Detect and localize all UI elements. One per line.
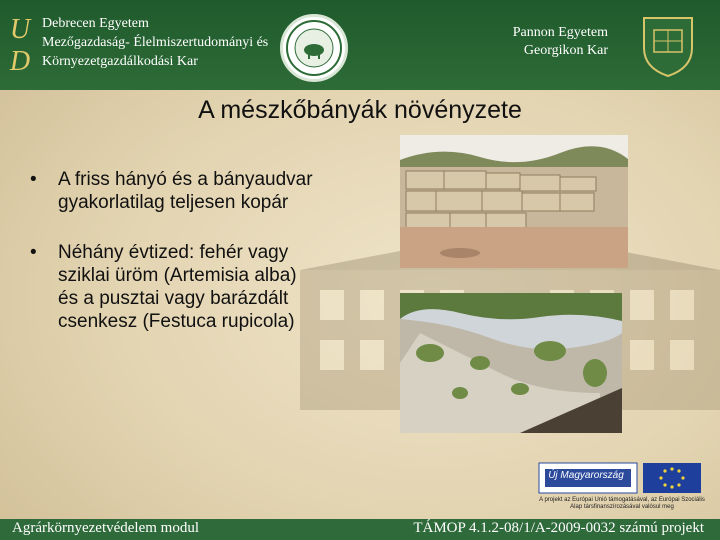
pannon-name-line2: Georgikon Kar — [523, 43, 608, 58]
bullet-dot: • — [30, 242, 37, 263]
quarry-wall-photo — [400, 135, 628, 268]
pannon-name — [510, 24, 608, 60]
university-name-line2: Mezőgazdaság- Élelmiszertudományi és — [42, 35, 269, 50]
eu-funding-note: A projekt az Európai Unió támogatásával, az Európai Szociális Alap társfinanszírozásával valósul meg — [539, 497, 705, 510]
university-name — [42, 14, 268, 71]
ud-logo-icon — [6, 8, 34, 80]
header-band — [0, 0, 720, 90]
footer-project-id: TÁMOP 4.1.2-08/1/A-2009-0032 számú projekt — [413, 520, 704, 536]
quarry-vegetation-photo — [400, 293, 622, 433]
new-hungary-logo-text: Új Magyarország — [548, 470, 624, 481]
bullet-dot: • — [30, 169, 37, 190]
university-name-line1: Debrecen Egyetem — [42, 16, 149, 31]
slide-title: A mészkőbányák növényzete — [198, 96, 522, 124]
pannon-name-line1: Pannon Egyetem — [512, 25, 608, 40]
footer-module-name: Agrárkörnyezetvédelem modul — [12, 520, 200, 536]
georgikon-shield-icon — [640, 12, 696, 78]
bullet-text: A friss hányó és a bányaudvar gyakorlatilag teljesen kopár — [58, 169, 313, 213]
footer-band — [0, 519, 720, 540]
bullet-list — [30, 168, 320, 360]
bullet-item — [30, 168, 320, 214]
bullet-text: Néhány évtized: fehér vagy sziklai üröm (Artemisia alba) és a pusztai vagy barázdált csenkesz (Festuca rupicola) — [58, 242, 297, 332]
bullet-item — [30, 241, 320, 333]
university-name-line3: Környezetgazdálkodási Kar — [42, 54, 198, 69]
university-seal-icon — [280, 14, 348, 82]
svg-text:D: D — [9, 46, 31, 77]
svg-text:U: U — [9, 14, 31, 45]
